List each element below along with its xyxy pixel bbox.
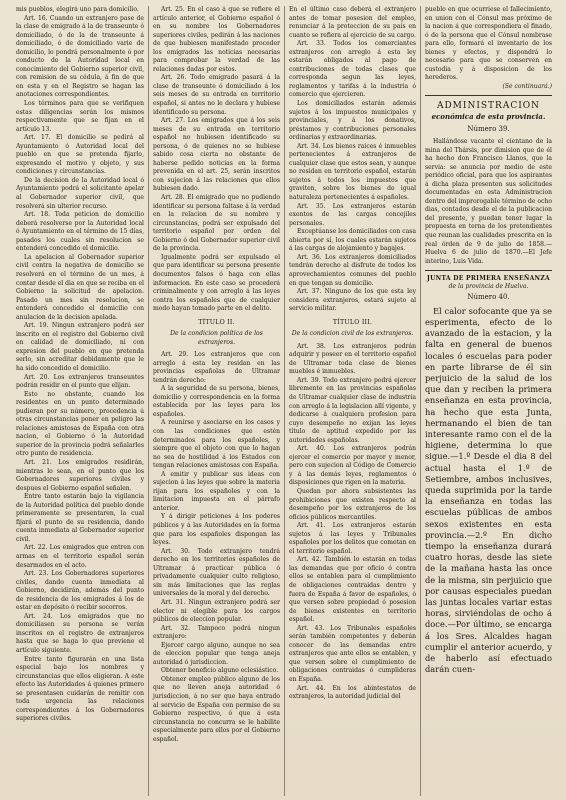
paragraph: Art. 42. También lo estarán en todas las demandas que por oficio ó contra ellos se entablen para el cumplimiento de obligaciones contraidas dentro y fuera de España á favor de españoles, ó que versen sobre propiedad ó posesion de bienes existentes en territorio español. [289, 556, 416, 624]
paragraph: Exceptúanse los domiciliados con casa abierta por sí, los cuales estarán sujetos á las cargas de alojamiento y bagajes. [289, 228, 416, 253]
titulo-ii-subtitle: De la condicion política de los extranjeros. [170, 330, 263, 346]
divider [425, 270, 552, 271]
paragraph: Art. 27. Los emigrados que á los seis meses de su entrada en territorio español no hubiesen identificado su persona, ó de quienes no se hubiese sabido cosa cierta no obstante de haberse pedido noticias en la forma prevenida en el art. 25, serán inscritos con sujecion á las relaciones que ellos hubiesen dado. [153, 117, 280, 193]
column-4-continuation [425, 6, 552, 83]
paragraph: Los domiciliados estarán además sujetos á los impuestos municipales y provinciales, y á los donativos, préstamos y contribuciones personales ordinarias y extraordinarias. [289, 100, 416, 142]
titulo-iii-subtitle: De la condicion civil de los extranjeros. [291, 330, 414, 338]
paragraph: Art. 40. Los extranjeros podrán ejercer el comercio por mayor y menor, pero con sujecion al Código de Comercio y á las demás leyes, reglamentos ó disposiciones que rigen en la materia. [289, 445, 416, 487]
column-2-articles [153, 6, 280, 314]
paragraph: Los términos para que se verifiquen estas diligencias serán los mismos respectivamente que se fijan en el artículo 13. [16, 100, 144, 133]
admin-body: Hallándose vacante el cientano de la mina del Thársis, por dimision que de él ha hecho don Francisco Llanos, que la servia: se anuncia por medio de este periódico oficial, para que los aspirantes á dicha plaza presenten sus solicitudes documentadas en esta Administracion dentro del improrogable término de ocho dias, contados desde el de la publicacion del presente, y puedan tener lugar la propuesta en terna de los pretendientes que reunan las cualidades prescrita en la real órden de 9 de julio de 1858.—Huelva 6 de julio de 1870.—El Jefe interino, Luis Vida. [425, 138, 552, 265]
paragraph: Art. 25. En el caso á que se refiere el artículo anterior, el Gobierno español ó en su nombre los Gobernadores superiores civiles, pedirán á las naciones de que hubiesen manifestado proceder los emigrados las noticias necesarias para comprobar la verdad de las relaciones dadas por estos. [153, 6, 280, 73]
column-1 [12, 6, 148, 796]
paragraph: A emitir y publicar sus ideas con sujecion á las leyes que sobre la materia rijan para los españoles y con la limitacion impuesta en el párrafo anterior. [153, 470, 280, 512]
paragraph: Art. 36. Los extranjeros domiciliados tendrán derecho al disfrute de todos los aprovechamientos comunes del pueblo en que tengan su domicilio. [289, 253, 416, 287]
paragraph: Art. 29. Los extranjeros que con arreglo á esta ley residan en las provincias españolas de Ultramar tendrán derecho: [153, 351, 280, 384]
paragraph: Art. 34. Los bienes raices é inmuebles pertenecientes á extranjeros de cualquier clase que estos sean, y aunque no residan en territorio español, estarán sujetos á todos los impuestos que graviten, sobre los bienes de igual naturaleza pertenecientes á españoles. [289, 142, 416, 202]
column-2 [148, 6, 284, 796]
junta-subheading: de la provincia de Huelva. [448, 283, 529, 291]
paragraph: Art. 37. Ninguno de los que esta ley considera extranjeros, estará sujeto al servicio militar. [289, 288, 416, 313]
column-4 [420, 6, 556, 796]
paragraph: Art. 38. Los extranjeros podrán adquirir y poseer en el territorio español de Ultramar toda clase de bienes muebles é inmuebles. [289, 342, 416, 376]
junta-body-wrap [425, 306, 552, 676]
paragraph: Art. 17. El domicilio se pedirá al Ayuntamiento ó Autoridad local del pueblo en que se pretenda fijarlo, expresando el motivo y objeto, y sus condiciones y circunstancias. [16, 134, 144, 176]
paragraph: Art. 21. Los emigrados residirán, mientras lo sean, en el punto que los Gobernadores superiores civiles y despues el Gobierno español señalen. [16, 458, 144, 492]
paragraph: Igualmente podrá ser expulsado el que para identificar su persona presente documentos falsos ó haga con ellas informacion. En este caso se procederá criminalmente y con arreglo á las leyes contra los españoles que de cualquier modo hayan tomado parte en el delito. [153, 253, 280, 313]
paragraph: Y á dirigir peticiones á los poderes públicos y á las Autoridades en la forma que para los españoles dispongan las leyes. [153, 513, 280, 547]
paragraph: Obtener empleo público alguno de los que no lleven aneja autoridad ó jurisdiccion, á no ser que haya entrado al servicio de España con permiso de su Gobierno respectivo, ó que á esta circunstancia no concurra se le habilite especialmente para ellos por el Gobierno español. [153, 675, 280, 743]
paragraph: Art. 43. Los Tribunales españoles serán también competentes y deberán conocer de las demandas entre extranjeros que ante ellos se entablen, y que versen sobre el cumplimiento de obligaciones contraidas ó cumplideras en España. [289, 624, 416, 684]
paragraph: A la seguridad de su persona, bienes, domicilio y correspondencia en la forma establecida por las leyes para los españoles. [153, 385, 280, 418]
junta-heading: JUNTA DE PRIMERA ENSEÑANZA [427, 275, 550, 283]
paragraph: La apelacion al Gobernador superior civil contra la negativa de domicilio se resolverá en el término de un mes, á contar desde el dia en que se reciba en el Gobierno la solicitud de apelacion. Pasado un mes sin resolucion, se entenderá concedido el domicilio con anulacion de la decision apelada. [16, 253, 144, 321]
paragraph: Art. 35. Los extranjeros estarán exentos de las cargas concejiles personales. [289, 202, 416, 227]
paragraph: Art. 31. Ningun extranjero podrá ser elector ni elegible para los cargos públicos de eleccion popular. [153, 598, 280, 624]
admin-number: Número 39. [467, 125, 510, 134]
admin-subheading: económica de esta provincia. [431, 112, 546, 122]
paragraph: Ejercer cargo alguno, aunque no sea de eleccion popular que tenga aneja autoridad ó jurisdiccion. [153, 641, 280, 666]
paragraph: pueblo en que ocurriese el fallecimiento, en union con el Cónsul mas próximo de la nacion á que correspondiera el finado, ó de la persona que el Cónsul nombrase para ello, formará el inventario de los bienes y efectos, y dispondrá lo necesario para que se conserven en custodia y á disposicion de los herederos. [425, 6, 552, 82]
paragraph: Esto no obstante, cuando los residentes en un punto determinado pudieran por su número, procedencia ú otras circunstancias poner en peligro las relaciones amistosas de España con otra nacion, el Gobierno ó la Autoridad superior de la provincia podrá señalarles otro punto de residencia. [16, 390, 144, 458]
paragraph: Art. 26. Todo emigrado pasará á la clase de transeunte ó domiciliado á los seis meses de su entrada en territorio español, si antes no le declara y hubiese identificado su persona. [153, 74, 280, 116]
paragraph: Art. 18. Toda peticion de domicilio deberá resolverse por la Autoridad local ó Ayuntamiento en el término de 15 días, pasados los cuales sin resolucion se entenderá concedido el domicilio. [16, 211, 144, 253]
paragraph: Art. 23. Los Gobernadores superiores civiles, dando cuenta inmediata al Gobierno, decidirán, además del punto de residencia de los emigrados á los de estar en depósito ó recibir socorros. [16, 570, 144, 612]
paragraph: Art. 24. Los emigrados que no domiciliasen su persona se verán inscritos en el registro de extranjeros hasta que se haga lo que previene el artículo siguiente. [16, 612, 144, 655]
titulo-ii-heading: TÍTULO II. [198, 318, 235, 326]
paragraph: Art. 30. Todo extranjero tendrá derecho en los territorios españoles de Ultramar á practicar pública ó privadamente cualquier culto religioso, sin más limitaciones que las reglas universales de la moral y del derecho. [153, 547, 280, 598]
paragraph: Entre tanto estarán bajo la vigilancia de la Autoridad política del pueblo donde primeramente se presentaren, la cual fijará el punto de su residencia, dando cuenta inmediata al Gobernador superior civil. [16, 493, 144, 543]
paragraph: Quedan por ahora subsistentes las prohibiciones que existen respecto al desempeño por los extranjeros de los oficios públicos mercantiles. [289, 487, 416, 521]
paragraph: Art. 16. Cuando un extranjero pase de la clase de emigrado á la de transeunte ó domiciliado, ó de la de transeunte á domiciliado, ó de domiciliado varie de domicilio, lo pondrá personalmente ó por conducto de la Autoridad local en conocimiento del Gobierno superior civil, con remision de su cédula, á fin de que en esta y en el Registro se hagan las anotaciones correspondientes. [16, 14, 144, 99]
paragraph: Art. 44. En los abintestatos de extranjeros, la autoridad judicial del [289, 684, 416, 701]
paragraph: Obtener beneficio alguno eclesiástico. [161, 667, 279, 675]
divider [425, 95, 552, 96]
paragraph: Art. 32. Tampoco podrá ningun extranjero: [153, 624, 280, 641]
text-columns [12, 6, 556, 796]
continuara-note: (Se continuará.) [502, 82, 552, 90]
paragraph: Art. 39. Todo extranjero podrá ejercer libremente en las provincias españolas de Ultramar cualquier clase de industria con arreglo á la legislacion allí vigente, y dedicarse á cualquiera profesion para cuyo desempeño no exijan las leyes título de aptitud expedido por las autoridades españolas. [289, 376, 416, 444]
paragraph: Art. 28. El emigrado que no pudiendo identificar su persona faltase á la verdad en la relacion de su nombre y circunstancias, podrá ser expulsado del territorio español por orden del Gobierno ó del Gobernador superior civil de la provincia. [153, 194, 280, 253]
paragraph: A reunirse y asociarse en los casos y con las condiciones que estén determinados para los españoles, y siempre que el objeto con que lo hagan no sea de hostilidad á los Estados con tengan relaciones amistosas con España. [153, 419, 280, 470]
titulo-iii-heading: TÍTULO III. [332, 318, 373, 326]
admin-heading: ADMINISTRACION [436, 101, 541, 112]
junta-body: El calor sofocante que ya se esperimenta, efecto de lo avanzado de la estacion, y la falta en general de buenos locales ó escuelas para poder en parte librarse de él sin perjuicio de la salud de los que dan y reciben la primera enseñanza en esta provincia, ha hecho que esta Junta, hermanando el bien de tan interesante ramo con el de la higiene, determina lo que sigue.—1.º Desde el dia 8 del actual hasta el 1.º de Setiembre, ambos inclusives, queda suprimida por la tarde la enseñanza en todas las escuelas públicas de ambos sexos existentes en esta provincia.—2.º En dicho tiempo la enseñanza durará cuatro horas, desde las siete de la mañana hasta las once de la misma, sin perjuicio que por causas especiales puedan las juntas locales variar estas horas, sirviéndolas de ocho á doce.—Por último, se encarga á los Sres. Alcaldes hagan cumplir el anterior acuerdo, y de haberlo así efectuado darán cuen- [425, 305, 552, 675]
column-3 [284, 6, 420, 796]
paragraph: Art. 19. Ningun extranjero podrá ser inscrito en el registro del Gobierno civil en calidad de domiciliado, ni con expresion del pueblo en que pretenda serlo, sin acreditar debidamente que le ha sido concedido el domicilio. [16, 322, 144, 372]
paragraph: Art. 20. Los extranjeros transeuntes podrán residir en el punto que elijan. [16, 373, 144, 390]
junta-number: Número 40. [467, 293, 510, 302]
paragraph: mis pueblos, elegirá uno para domicilio. [16, 6, 139, 13]
column-2-articles-cont [153, 351, 280, 744]
paragraph: De la decision de la Autoridad local ó Ayuntamiento podrá el solicitante apelar al Gobernador superior civil, que resolverá sin ulterior recurso. [16, 176, 144, 210]
paragraph: Art. 22. Los emigrados que entren con armas en el territorio español serán desarmados en el acto. [16, 544, 144, 569]
column-3-articles-cont [289, 343, 416, 702]
paragraph: Art. 41. Los extranjeros estarán sujetos á las leyes y Tribunales españoles por los delitos que cometan en el territorio español. [289, 522, 416, 555]
paragraph: En el último caso deberá el extranjero antes de tomar posesion del empleo, renunciar á la proteccion de su país en cuanto se refiera al ejercicio de su cargo. [289, 6, 416, 39]
paragraph: Art. 33. Todos los comerciantes extranjeros con arreglo á esta ley estarán obligados al pago de contribuciones de todas clases que corresponda segun las leyes, reglamentos y tarifas á la industria ó comercio que ejercieren. [289, 40, 416, 99]
paragraph: Entre tanto figurarán en una lista especial bajo los nombres y circunstancias que ellos eligieran. A este efecto las Autoridades á quienes primero se presentasen cuidarán de remitir con toda urgencia las relaciones correspondientes á los Gobernadores superiores civiles. [16, 655, 144, 723]
column-3-articles [289, 6, 416, 314]
